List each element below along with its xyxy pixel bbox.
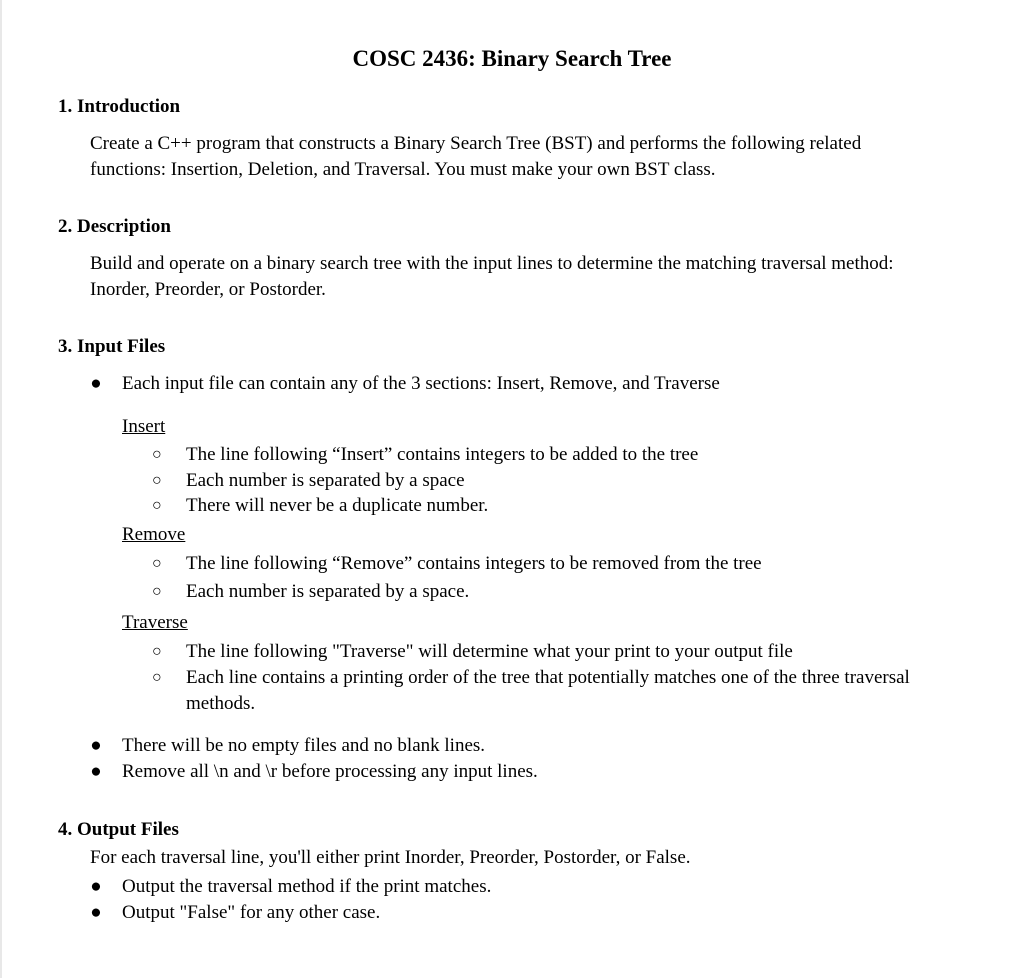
list-item-text: There will never be a duplicate number. <box>186 495 489 516</box>
bullet-icon: ● <box>90 761 102 782</box>
list-item-text: Remove all \n and \r before processing any input lines. <box>122 761 538 782</box>
circle-bullet-icon: ○ <box>152 446 162 463</box>
list-item-text: The line following "Traverse" will determine what your print to your output file <box>186 641 793 662</box>
circle-bullet-icon: ○ <box>152 555 162 572</box>
list-item-text: Each number is separated by a space. <box>186 581 470 602</box>
circle-bullet-icon: ○ <box>152 497 162 514</box>
circle-bullet-icon: ○ <box>152 643 162 660</box>
document-title: COSC 2436: Binary Search Tree <box>352 46 672 71</box>
subheading-insert: Insert <box>122 416 166 437</box>
heading-introduction: 1. Introduction <box>58 96 181 117</box>
list-item-text: Each input file can contain any of the 3 sections: Insert, Remove, and Traverse <box>122 373 720 394</box>
subheading-traverse: Traverse <box>122 612 188 633</box>
list-item-text: The line following “Insert” contains integers to be added to the tree <box>186 444 699 465</box>
page-edge <box>0 0 2 978</box>
introduction-text: Create a C++ program that constructs a Binary Search Tree (BST) and performs the following related functions: Insertion, Deletion, and Traversal. You must make your own BST class. <box>90 133 862 180</box>
heading-input-files: 3. Input Files <box>58 336 166 357</box>
circle-bullet-icon: ○ <box>152 472 162 489</box>
list-item-text: There will be no empty files and no blank lines. <box>122 735 486 756</box>
list-item-text: Output the traversal method if the print matches. <box>122 876 492 897</box>
output-files-text: For each traversal line, you'll either print Inorder, Preorder, Postorder, or False. <box>90 847 691 868</box>
list-item-text: Each number is separated by a space <box>186 470 465 491</box>
bullet-icon: ● <box>90 373 102 394</box>
list-item-text: Each line contains a printing order of the tree that potentially matches one of the three traversal methods. <box>186 667 910 714</box>
bullet-icon: ● <box>90 876 102 897</box>
subheading-remove: Remove <box>122 524 186 545</box>
bullet-icon: ● <box>90 735 102 756</box>
description-text: Build and operate on a binary search tree with the input lines to determine the matching traversal method: Inorder, Preorder, or Postorder. <box>90 253 894 300</box>
heading-output-files: 4. Output Files <box>58 819 179 840</box>
bullet-icon: ● <box>90 902 102 923</box>
list-item-text: The line following “Remove” contains integers to be removed from the tree <box>186 553 762 574</box>
circle-bullet-icon: ○ <box>152 583 162 600</box>
circle-bullet-icon: ○ <box>152 669 162 686</box>
list-item-text: Output "False" for any other case. <box>122 902 381 923</box>
heading-description: 2. Description <box>58 216 171 237</box>
